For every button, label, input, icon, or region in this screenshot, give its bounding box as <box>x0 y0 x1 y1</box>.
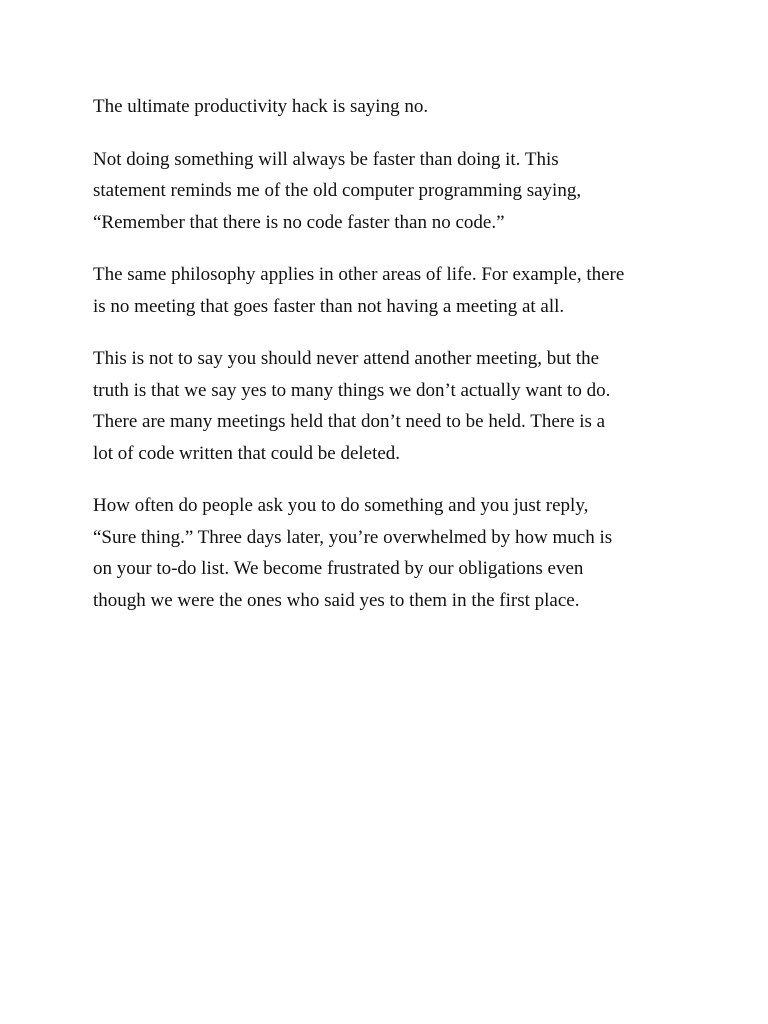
paragraph-line: truth is that we say yes to many things we don’t actually want to do. <box>93 379 611 401</box>
document-body <box>93 91 683 616</box>
paragraph-line: “Sure thing.” Three days later, you’re overwhelmed by how much is <box>93 526 613 548</box>
paragraph-line: “Remember that there is no code faster than no code.” <box>93 211 505 233</box>
paragraph-line: is no meeting that goes faster than not having a meeting at all. <box>93 295 565 317</box>
paragraph-line: There are many meetings held that don’t need to be held. There is a <box>93 411 606 432</box>
paragraph-4 <box>93 343 683 469</box>
paragraph-line: The ultimate productivity hack is saying no. <box>93 96 429 117</box>
paragraph-line: statement reminds me of the old computer programming saying, <box>93 180 582 201</box>
paragraph-5 <box>93 490 683 616</box>
paragraph-line: Not doing something will always be faster than doing it. This <box>93 148 559 170</box>
paragraph-line: lot of code written that could be deleted. <box>93 442 401 464</box>
paragraph-line: though we were the ones who said yes to them in the first place. <box>93 589 580 611</box>
paragraph-1 <box>93 91 683 123</box>
paragraph-line: This is not to say you should never attend another meeting, but the <box>93 348 600 369</box>
paragraph-line: on your to-do list. We become frustrated by our obligations even <box>93 558 584 579</box>
paragraph-line: How often do people ask you to do something and you just reply, <box>93 495 589 516</box>
paragraph-3 <box>93 259 683 322</box>
paragraph-2 <box>93 144 683 239</box>
paragraph-line: The same philosophy applies in other areas of life. For example, there <box>93 264 625 285</box>
